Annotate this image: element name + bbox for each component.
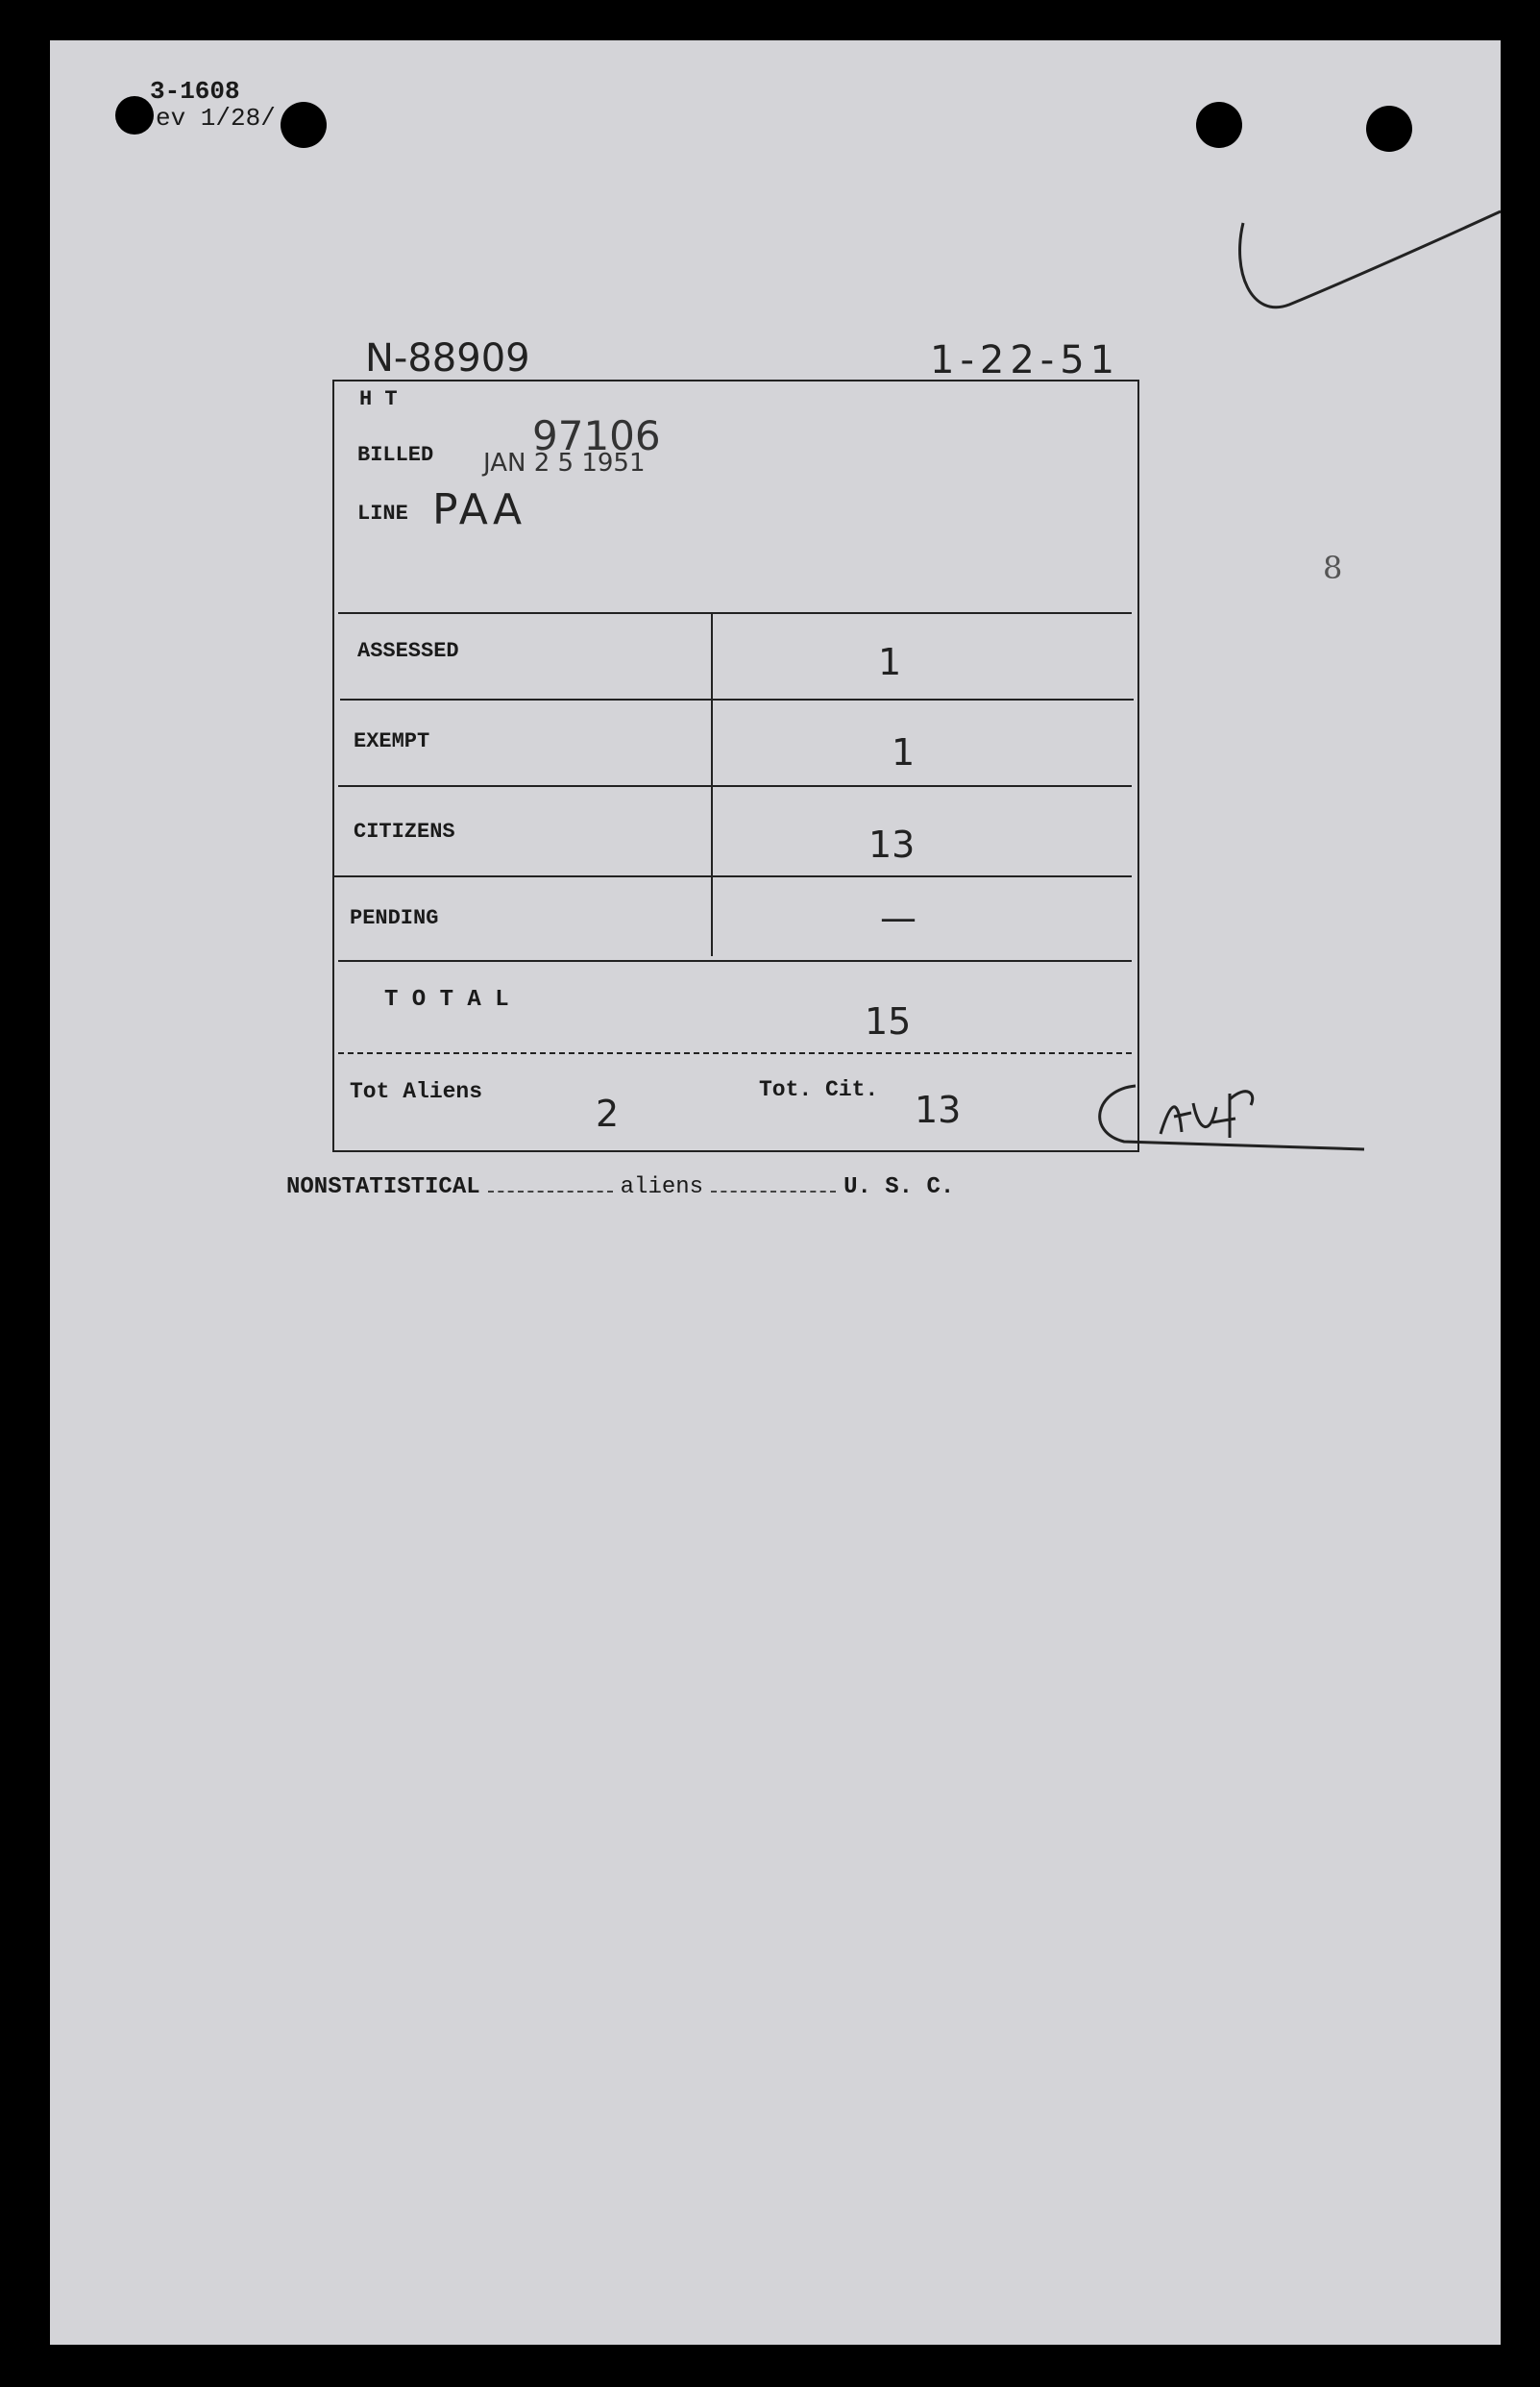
manifest-card bbox=[332, 380, 1139, 1152]
check-mark bbox=[1222, 194, 1510, 367]
file-number: N-88909 bbox=[365, 336, 530, 381]
nonstatistical-line bbox=[286, 1174, 954, 1200]
nonstatistical-label: NONSTATISTICAL bbox=[286, 1174, 480, 1200]
line-value: PAA bbox=[432, 485, 526, 534]
aliens-label: aliens bbox=[620, 1174, 704, 1200]
billed-label: BILLED bbox=[357, 443, 434, 467]
total-value: 15 bbox=[865, 1000, 912, 1043]
total-label: T O T A L bbox=[384, 987, 509, 1013]
citizens-value: 13 bbox=[868, 824, 916, 866]
punch-hole-right-2 bbox=[1366, 106, 1412, 152]
citizens-label: CITIZENS bbox=[354, 820, 455, 844]
stamp-number: 97106 bbox=[532, 412, 661, 459]
inspector-initials-signature bbox=[1086, 1074, 1374, 1170]
pending-value: — bbox=[880, 897, 917, 939]
form-revision: ev 1/28/ bbox=[156, 104, 276, 133]
line-label: LINE bbox=[357, 502, 408, 526]
punch-hole-right-1 bbox=[1196, 102, 1242, 148]
pending-label: PENDING bbox=[350, 906, 439, 930]
tot-cit-label: Tot. Cit. bbox=[759, 1077, 879, 1102]
tot-aliens-value: 2 bbox=[596, 1093, 620, 1135]
form-number: 3-1608 bbox=[150, 77, 240, 106]
divider-top bbox=[338, 612, 1132, 614]
stamp-date: JAN 2 5 1951 bbox=[483, 449, 646, 478]
punch-hole-left bbox=[281, 102, 327, 148]
punch-hole-corner bbox=[115, 96, 154, 135]
divider-exempt bbox=[338, 785, 1132, 787]
aliens-blank bbox=[711, 1191, 836, 1193]
nonstatistical-blank bbox=[488, 1191, 613, 1193]
usc-label: U. S. C. bbox=[843, 1174, 955, 1200]
column-divider bbox=[711, 612, 713, 956]
divider-total bbox=[338, 1052, 1132, 1054]
ht-label: H T bbox=[359, 387, 398, 411]
assessed-label: ASSESSED bbox=[357, 639, 459, 663]
exempt-value: 1 bbox=[892, 731, 916, 774]
assessed-value: 1 bbox=[878, 641, 902, 683]
exempt-label: EXEMPT bbox=[354, 729, 430, 753]
tot-aliens-label: Tot Aliens bbox=[350, 1079, 483, 1104]
divider-pending bbox=[338, 960, 1132, 962]
divider-citizens bbox=[334, 875, 1132, 877]
handwritten-date: 1-22-51 bbox=[930, 338, 1121, 382]
divider-assessed bbox=[340, 699, 1134, 701]
tot-cit-value: 13 bbox=[915, 1089, 962, 1131]
margin-number: 8 bbox=[1323, 550, 1343, 586]
